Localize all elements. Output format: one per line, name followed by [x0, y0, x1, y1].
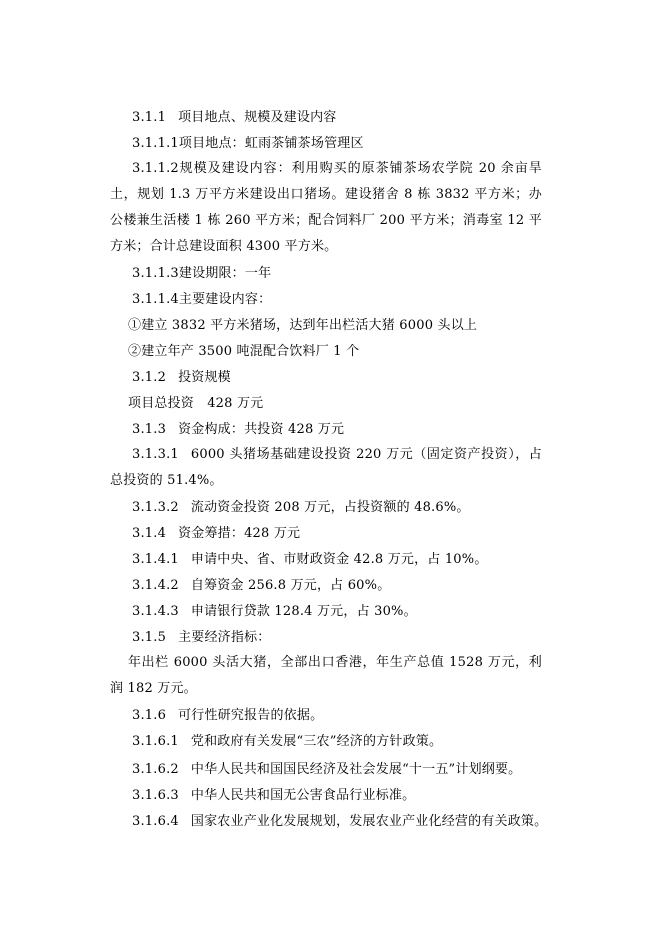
list-item-2 — [128, 344, 359, 360]
section-number: 3.1.4.3 — [132, 604, 179, 619]
paragraph-3-1-3-2 — [132, 500, 470, 516]
paragraph-total-investment — [128, 396, 263, 412]
heading-3-1-6 — [132, 708, 323, 724]
paragraph-text: 自筹资金 256.8 万元，占 60%。 — [190, 578, 391, 593]
section-title: 主要经济指标： — [178, 630, 271, 645]
section-number: 3.1.6.4 — [132, 814, 179, 829]
paragraph-text: 3.1.1.1项目地点：虹雨茶铺茶场管理区 — [132, 136, 364, 151]
list-item-text: ②建立年产 3500 吨混配合饮料厂 1 个 — [128, 344, 360, 359]
paragraph-3-1-1-4 — [132, 292, 271, 308]
section-number: 3.1.4.2 — [132, 578, 179, 593]
paragraph-3-1-6-4 — [132, 814, 547, 830]
paragraph-text: 3.1.1.2规模及建设内容：利用购买的原茶铺茶场农学院 20 余亩旱土，规划 1.3 万平方米建设出口猪场。建设猪舍 8 栋 3832 平方米；办公楼兼生活楼 1 栋 260 平方米；配合饲料厂 200 平方米；消毒室 12 平方米；合计总建设面积 4300 平方米。 — [110, 161, 542, 254]
paragraph-3-1-4-2 — [132, 578, 390, 594]
paragraph-3-1-1-1 — [132, 136, 364, 152]
section-number: 3.1.4.1 — [132, 552, 179, 567]
paragraph-3-1-6-3 — [132, 788, 415, 804]
heading-3-1-3 — [132, 422, 344, 438]
section-title: 资金构成：共投资 428 万元 — [178, 422, 345, 437]
section-title: 项目地点、规模及建设内容 — [178, 110, 337, 125]
section-number: 3.1.6.1 — [132, 734, 179, 749]
section-number: 3.1.6.3 — [132, 788, 179, 803]
section-number: 3.1.1 — [132, 110, 167, 125]
section-title: 可行性研究报告的依据。 — [178, 708, 324, 723]
paragraph-3-1-6-2 — [132, 762, 521, 778]
paragraph-text: 国家农业产业化发展规划，发展农业产业化经营的有关政策。 — [190, 814, 548, 829]
paragraph-3-1-1-3 — [132, 266, 271, 282]
section-number: 3.1.3 — [132, 422, 167, 437]
paragraph-text: 中华人民共和国国民经济及社会发展“十一五”计划纲要。 — [190, 762, 522, 777]
paragraph-text: 3.1.1.3建设期限：一年 — [132, 266, 272, 281]
paragraph-text: 中华人民共和国无公害食品行业标准。 — [190, 788, 416, 803]
heading-3-1-5 — [132, 630, 270, 646]
paragraph-text: 申请银行贷款 128.4 万元，占 30%。 — [190, 604, 417, 619]
section-title: 资金筹措：428 万元 — [178, 526, 301, 541]
section-title: 投资规模 — [178, 370, 231, 385]
list-item-text: ①建立 3832 平方米猪场，达到年出栏活大猪 6000 头以上 — [128, 318, 478, 333]
paragraph-3-1-4-1 — [132, 552, 488, 568]
section-number: 3.1.6 — [132, 708, 167, 723]
section-number: 3.1.4 — [132, 526, 167, 541]
heading-3-1-4 — [132, 526, 300, 542]
paragraph-text: 3.1.1.4主要建设内容： — [132, 292, 272, 307]
paragraph-text: 党和政府有关发展“三农”经济的方针政策。 — [190, 734, 443, 749]
section-number: 3.1.3.2 — [132, 500, 179, 515]
paragraph-economic-indicators — [110, 650, 542, 702]
heading-3-1-1 — [132, 110, 336, 126]
paragraph-3-1-3-1 — [110, 442, 542, 494]
paragraph-text: 年出栏 6000 头活大猪，全部出口香港，年生产总值 1528 万元，利润 182 万元。 — [110, 655, 542, 696]
paragraph-text: 申请中央、省、市财政资金 42.8 万元，占 10%。 — [190, 552, 488, 567]
paragraph-3-1-6-1 — [132, 734, 442, 750]
section-number: 3.1.3.1 — [132, 447, 179, 462]
list-item-1 — [128, 318, 477, 334]
section-number: 3.1.6.2 — [132, 762, 179, 777]
paragraph-3-1-1-2 — [110, 156, 542, 260]
paragraph-3-1-4-3 — [132, 604, 417, 620]
section-number: 3.1.5 — [132, 630, 167, 645]
paragraph-text: 项目总投资 428 万元 — [128, 396, 264, 411]
paragraph-text: 流动资金投资 208 万元，占投资额的 48.6%。 — [190, 500, 470, 515]
paragraph-text: 6000 头猪场基础建设投资 220 万元（固定资产投资），占总投资的 51.4%。 — [110, 447, 542, 488]
heading-3-1-2 — [132, 370, 231, 386]
section-number: 3.1.2 — [132, 370, 167, 385]
